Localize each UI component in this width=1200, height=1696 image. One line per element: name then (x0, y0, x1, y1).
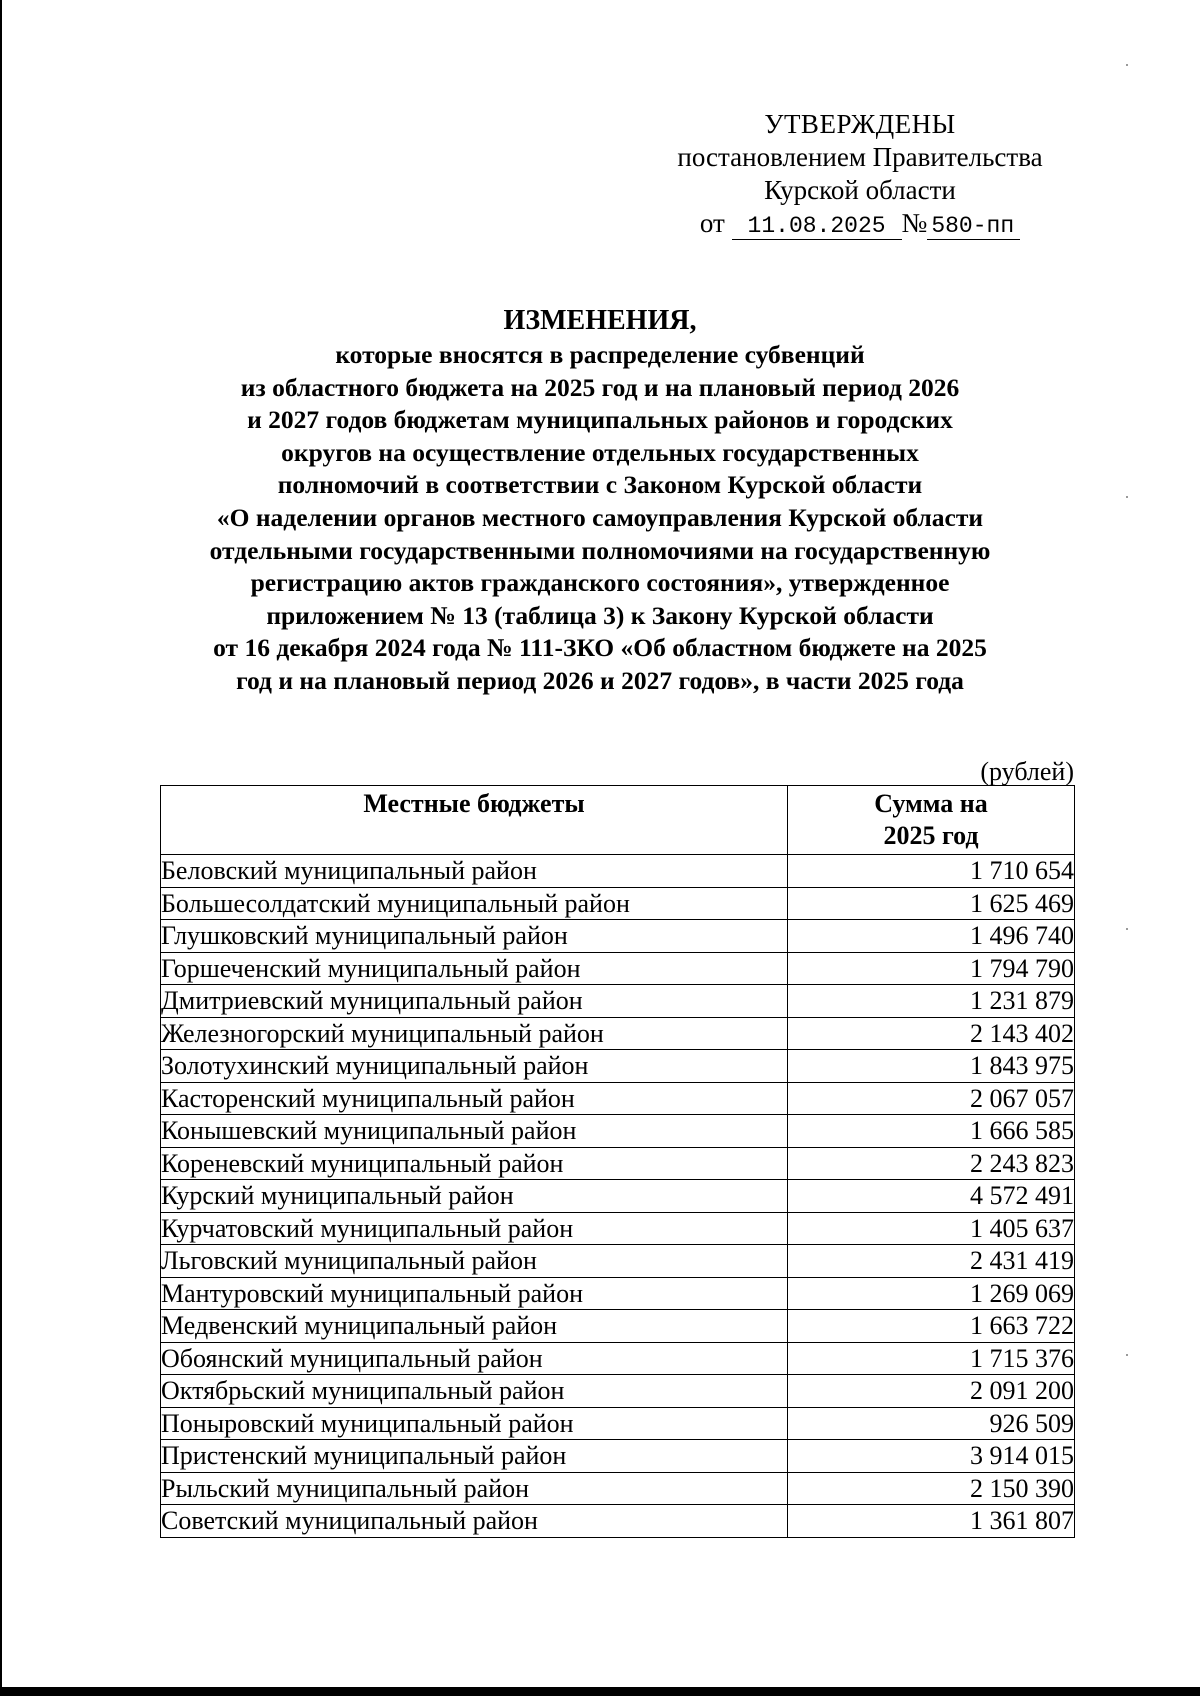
budget-name: Курчатовский муниципальный район (161, 1212, 788, 1245)
budget-name: Большесолдатский муниципальный район (161, 887, 788, 920)
budget-sum: 1 269 069 (788, 1277, 1075, 1310)
budget-name: Золотухинский муниципальный район (161, 1050, 788, 1083)
budget-sum: 1 405 637 (788, 1212, 1075, 1245)
date-prefix: от (699, 208, 725, 238)
budget-name: Поныровский муниципальный район (161, 1407, 788, 1440)
budget-name: Беловский муниципальный район (161, 855, 788, 888)
approval-date-line (640, 207, 1080, 240)
heading-line: год и на плановый период 2026 и 2027 годов», в части 2025 года (236, 665, 964, 695)
table-row (161, 1407, 1075, 1440)
budget-sum: 2 431 419 (788, 1245, 1075, 1278)
table-row (161, 1017, 1075, 1050)
budget-sum: 1 710 654 (788, 855, 1075, 888)
table-row (161, 887, 1075, 920)
heading-line: регистрацию актов гражданского состояния», утвержденное (250, 568, 950, 598)
budget-name: Обоянский муниципальный район (161, 1342, 788, 1375)
decree-date: 11.08.2025 (732, 213, 902, 240)
table-row (161, 952, 1075, 985)
budget-sum: 1 715 376 (788, 1342, 1075, 1375)
heading-line: от 16 декабря 2024 года № 111-ЗКО «Об областном бюджете на 2025 (213, 633, 987, 663)
budget-name: Железногорский муниципальный район (161, 1017, 788, 1050)
heading-line: которые вносятся в распределение субвенций (335, 340, 865, 369)
budget-sum: 3 914 015 (788, 1440, 1075, 1473)
scan-edge-bottom (0, 1687, 1200, 1696)
table-row (161, 985, 1075, 1018)
budget-sum: 2 091 200 (788, 1375, 1075, 1408)
budget-sum: 1 496 740 (788, 920, 1075, 953)
approval-line-1: постановлением Правительства (677, 142, 1043, 172)
heading-line: округов на осуществление отдельных государственных (281, 437, 919, 467)
heading-body (120, 339, 1080, 698)
budget-name: Медвенский муниципальный район (161, 1310, 788, 1343)
budget-name: Горшеченский муниципальный район (161, 952, 788, 985)
budget-name: Конышевский муниципальный район (161, 1115, 788, 1148)
table-row (161, 1147, 1075, 1180)
budget-name: Курский муниципальный район (161, 1180, 788, 1213)
table-row (161, 1472, 1075, 1505)
table-row (161, 1050, 1075, 1083)
scan-speck (1126, 64, 1128, 66)
heading-line: приложением № 13 (таблица 3) к Закону Курской области (266, 600, 934, 630)
approval-line-2: Курской области (764, 175, 956, 205)
budget-name: Льговский муниципальный район (161, 1245, 788, 1278)
table-row (161, 1115, 1075, 1148)
table-header-row (161, 786, 1075, 855)
budget-sum: 1 794 790 (788, 952, 1075, 985)
table-row (161, 855, 1075, 888)
table-row (161, 1505, 1075, 1538)
header-sum-line-2: 2025 год (883, 821, 979, 850)
document-heading (120, 303, 1080, 698)
budget-sum: 2 067 057 (788, 1082, 1075, 1115)
header-local-budgets: Местные бюджеты (161, 786, 788, 855)
budget-name: Кореневский муниципальный район (161, 1147, 788, 1180)
heading-line: «О наделении органов местного самоуправления Курской области (216, 502, 984, 532)
budget-name: Пристенский муниципальный район (161, 1440, 788, 1473)
table-row (161, 1342, 1075, 1375)
budget-sum: 2 243 823 (788, 1147, 1075, 1180)
budget-sum: 1 625 469 (788, 887, 1075, 920)
budget-sum: 2 143 402 (788, 1017, 1075, 1050)
header-sum (788, 786, 1075, 855)
heading-title: ИЗМЕНЕНИЯ, (503, 305, 697, 336)
budget-sum: 1 663 722 (788, 1310, 1075, 1343)
budget-name: Рыльский муниципальный район (161, 1472, 788, 1505)
budget-name: Мантуровский муниципальный район (161, 1277, 788, 1310)
table-row (161, 1180, 1075, 1213)
table-row (161, 1245, 1075, 1278)
budget-table (160, 785, 1075, 1538)
table-row (161, 1277, 1075, 1310)
budget-name: Глушковский муниципальный район (161, 920, 788, 953)
budget-name: Октябрьский муниципальный район (161, 1375, 788, 1408)
heading-line: и 2027 годов бюджетам муниципальных районов и городских (247, 405, 953, 435)
heading-line: из областного бюджета на 2025 год и на плановый период 2026 (240, 372, 960, 402)
header-sum-line-1: Сумма на (874, 789, 988, 818)
budget-sum: 1 231 879 (788, 985, 1075, 1018)
table-row (161, 1310, 1075, 1343)
unit-label: (рублей) (980, 757, 1074, 786)
heading-line: отдельными государственными полномочиями на государственную (209, 535, 991, 565)
number-prefix: № (901, 208, 928, 238)
budget-sum: 2 150 390 (788, 1472, 1075, 1505)
decree-number: 580-пп (927, 213, 1020, 240)
table-row (161, 1375, 1075, 1408)
approval-title: УТВЕРЖДЕНЫ (764, 109, 956, 139)
budget-sum: 1 361 807 (788, 1505, 1075, 1538)
scan-speck (1126, 1354, 1128, 1356)
scan-edge-left (0, 0, 2, 1696)
table-row (161, 920, 1075, 953)
heading-line: полномочий в соответствии с Законом Курской области (277, 470, 923, 500)
table-row (161, 1082, 1075, 1115)
budget-sum: 1 843 975 (788, 1050, 1075, 1083)
budget-name: Дмитриевский муниципальный район (161, 985, 788, 1018)
approval-block (640, 108, 1080, 240)
budget-name: Касторенский муниципальный район (161, 1082, 788, 1115)
budget-sum: 926 509 (788, 1407, 1075, 1440)
budget-name: Советский муниципальный район (161, 1505, 788, 1538)
scan-speck (1126, 496, 1128, 498)
scan-speck (1126, 928, 1128, 930)
table-row (161, 1212, 1075, 1245)
budget-sum: 1 666 585 (788, 1115, 1075, 1148)
budget-sum: 4 572 491 (788, 1180, 1075, 1213)
table-row (161, 1440, 1075, 1473)
